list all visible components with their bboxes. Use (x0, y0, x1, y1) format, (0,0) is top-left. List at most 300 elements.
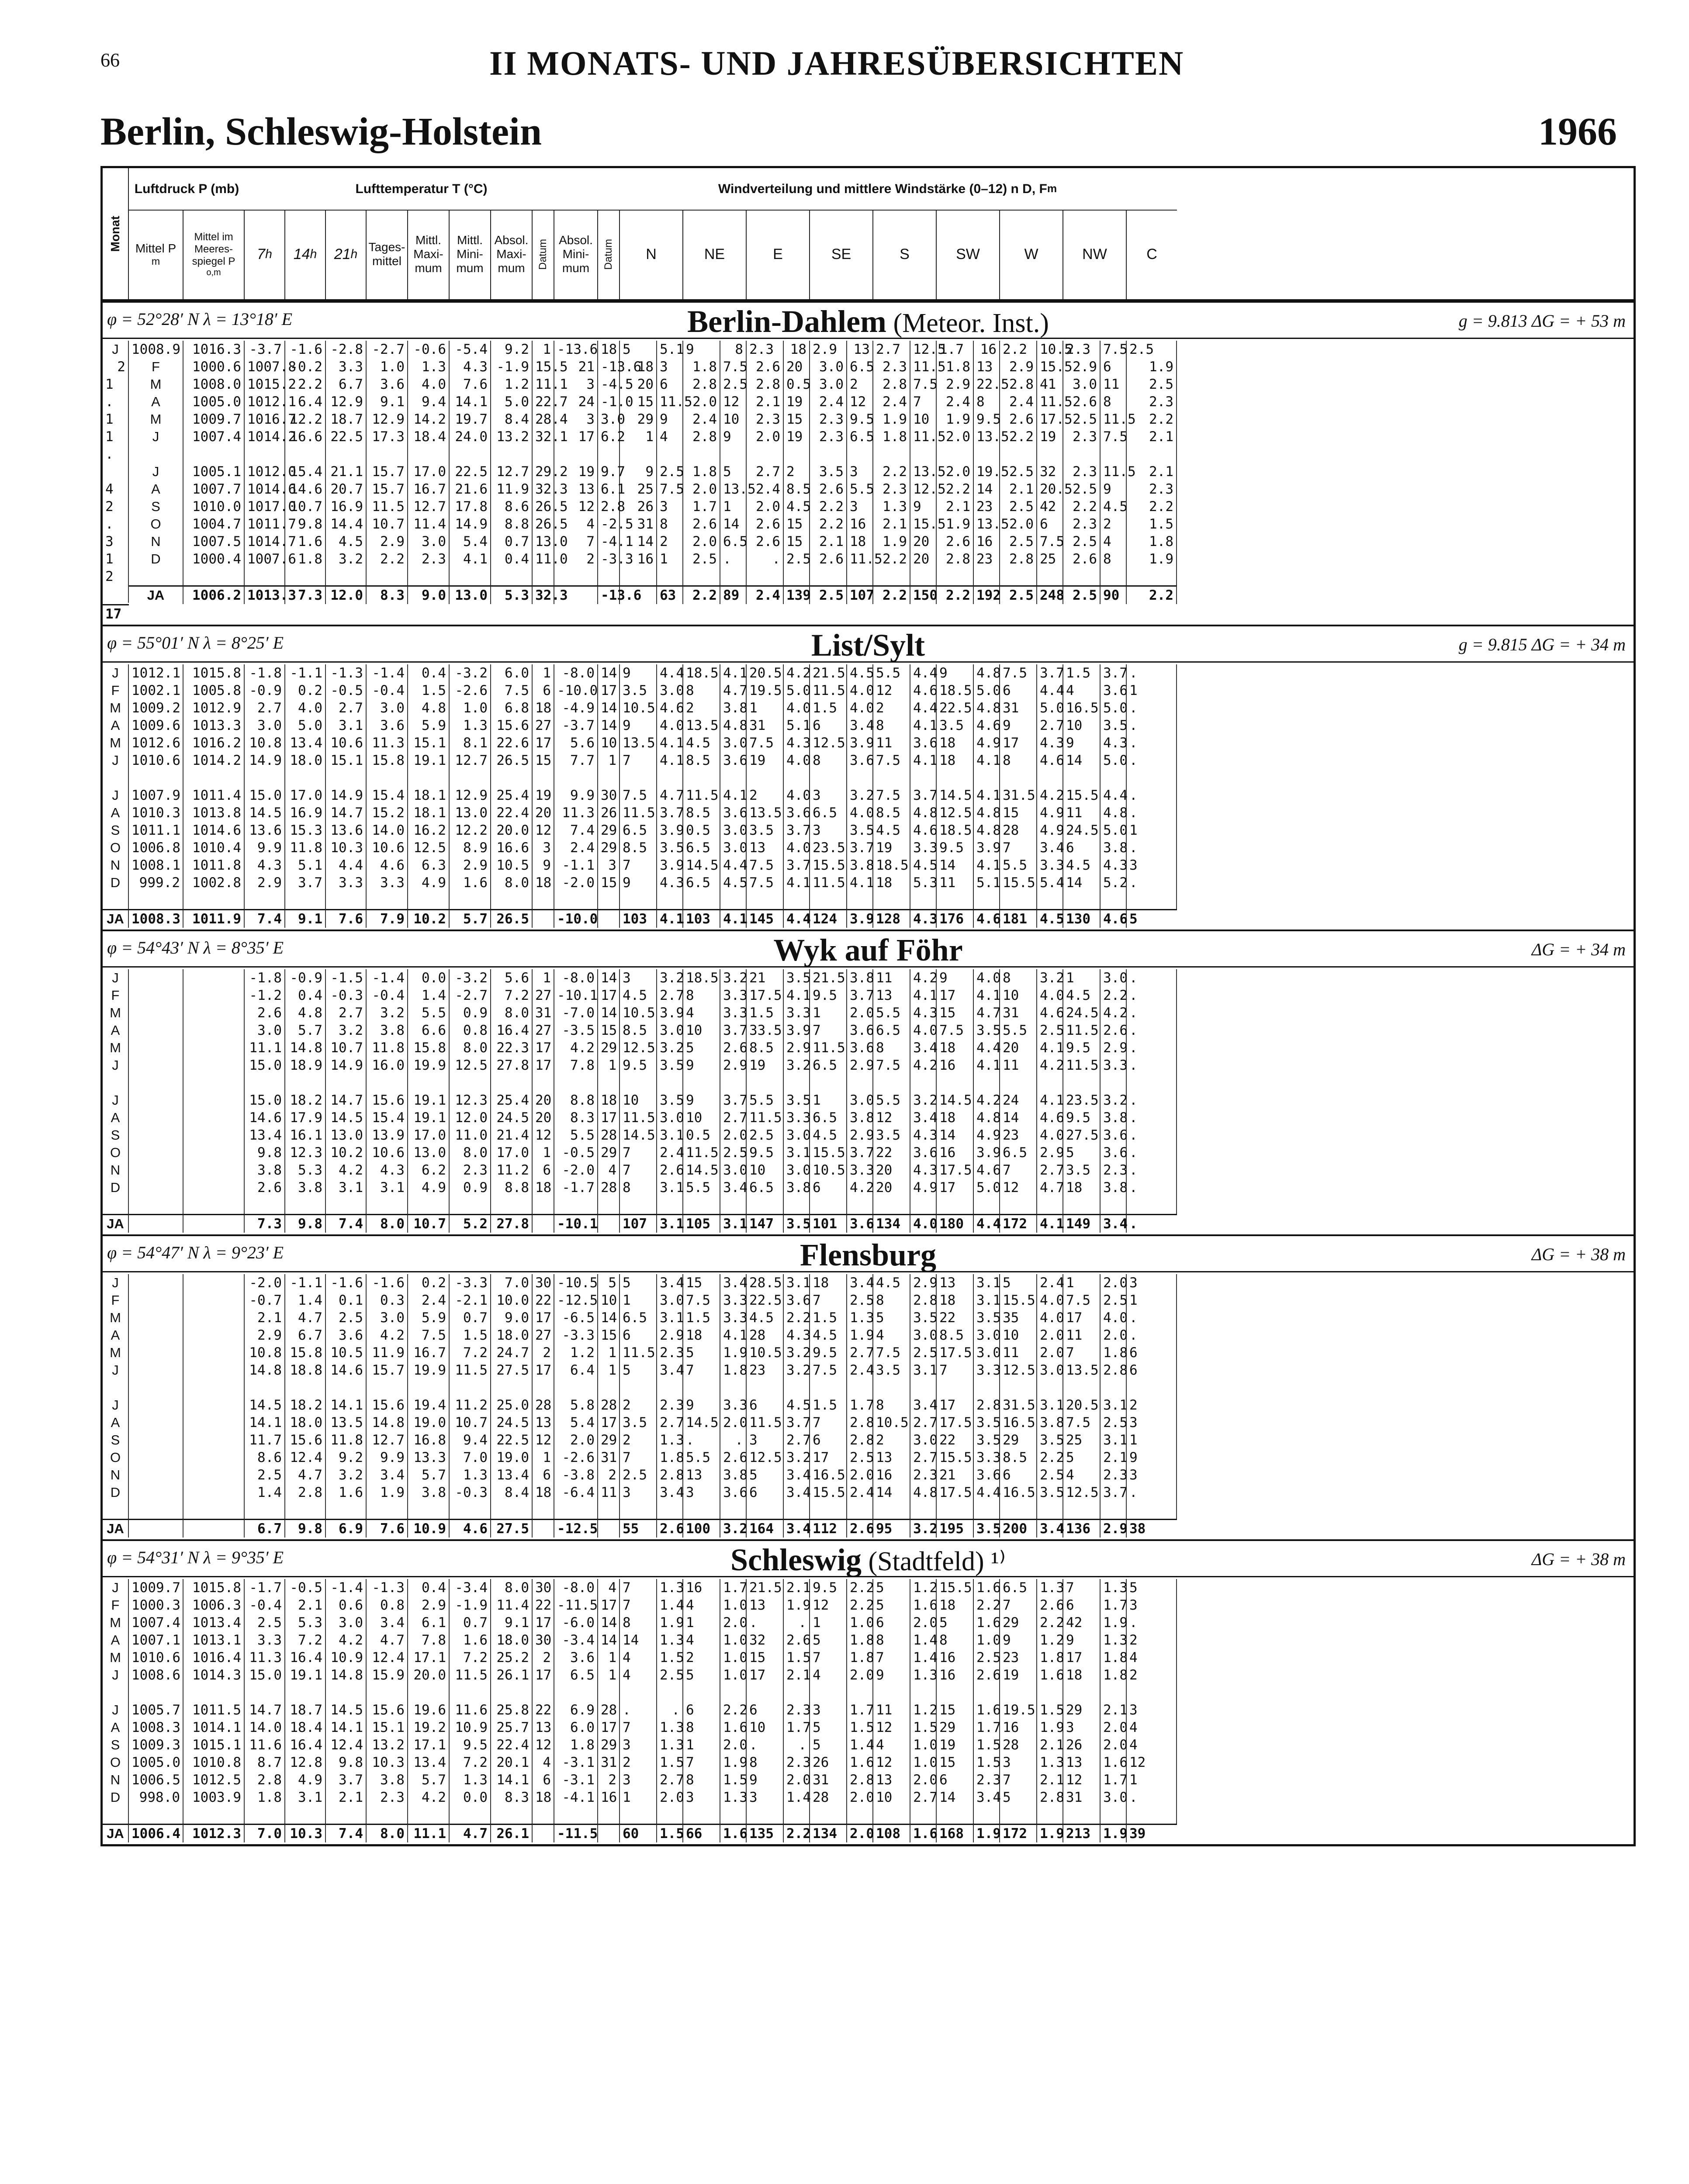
table-cell: 2.2 (847, 1579, 873, 1597)
table-cell: 20 (784, 358, 810, 376)
table-cell: 5 (1063, 1144, 1101, 1161)
spacer (1000, 1379, 1037, 1396)
table-cell: 8 (683, 1771, 720, 1789)
table-cell: 2.1 (747, 393, 784, 411)
table-cell: -2.0 (245, 1274, 285, 1292)
spacer (1037, 1684, 1063, 1701)
table-cell: 4.2 (974, 1092, 1000, 1109)
spacer (533, 446, 554, 463)
table-cell: 0.7 (450, 1309, 491, 1327)
table-cell: 3.7 (847, 1144, 873, 1161)
table-cell: 3.3 (1037, 857, 1063, 874)
table-cell: 19.5 (1000, 1701, 1037, 1719)
row-label-month: A (103, 1327, 129, 1344)
table-cell: 13.6 (326, 822, 367, 839)
station-header (103, 1539, 1634, 1577)
table-cell: 1.5 (847, 1719, 873, 1736)
spacer (683, 1501, 720, 1519)
table-cell: 12 (533, 822, 554, 839)
table-cell: 1.8 (937, 358, 974, 376)
spacer (784, 1379, 810, 1396)
spacer (720, 1684, 747, 1701)
table-cell: 4.5 (720, 874, 747, 892)
table-cell: 19.0 (491, 1449, 533, 1466)
spacer (491, 769, 533, 787)
spacer (847, 446, 873, 463)
table-cell: 2.6 (1000, 411, 1037, 428)
table-cell: 11.4 (408, 515, 450, 533)
table-cell: 2.3 (910, 1466, 937, 1484)
table-cell: 2.3 (657, 1396, 683, 1414)
table-cell: 2.3 (1127, 393, 1177, 411)
table-cell: 18.5 (683, 969, 720, 987)
table-cell: 8.5 (873, 804, 910, 822)
table-cell: 32.1 (533, 428, 554, 446)
spacer (810, 1684, 847, 1701)
row-label-month: J (129, 463, 183, 480)
table-cell: -1.0 (598, 393, 620, 411)
spacer (1063, 769, 1101, 787)
table-cell: 2.3 (974, 1771, 1000, 1789)
table-cell: 8.0 (491, 1579, 533, 1597)
table-cell: 25.8 (491, 1701, 533, 1719)
table-cell: 16.5 (1063, 699, 1101, 717)
table-cell: -10.0 (554, 682, 598, 699)
table-cell: -8.0 (554, 664, 598, 682)
table-cell: 24.5 (491, 1109, 533, 1127)
spacer (491, 1501, 533, 1519)
table-cell: 6.7 (285, 1327, 326, 1344)
table-cell: 1.9 (1101, 1824, 1127, 1842)
table-cell: 1.4 (847, 1736, 873, 1754)
table-cell: 1.9 (1127, 550, 1177, 568)
table-cell: 4.9 (1037, 822, 1063, 839)
table-cell (598, 1214, 620, 1233)
table-cell: 5.2 (1101, 874, 1127, 892)
table-cell: 1 (1127, 1771, 1177, 1789)
table-cell: 2.5 (245, 1466, 285, 1484)
table-cell: 7.5 (620, 787, 657, 804)
table-cell (129, 1484, 183, 1501)
table-cell: 12 (1000, 1179, 1037, 1196)
table-cell: 9 (683, 1092, 720, 1109)
table-cell: 4.5 (620, 987, 657, 1004)
table-cell: 3.0 (1063, 376, 1101, 393)
table-cell: 1.3 (1037, 1579, 1063, 1597)
table-cell (183, 1214, 245, 1233)
spacer (873, 1074, 910, 1092)
table-cell: 3 (620, 1484, 657, 1501)
table-cell: 17 (937, 1179, 974, 1196)
table-cell: 2.0 (683, 393, 720, 411)
table-cell: 18 (937, 1109, 974, 1127)
table-cell: 23 (747, 1362, 784, 1379)
table-cell: 18 (937, 734, 974, 752)
table-cell (183, 1414, 245, 1431)
table-cell: 3.1 (367, 1179, 408, 1196)
table-cell: 4.5 (873, 822, 910, 839)
table-cell: 1.5 (683, 1309, 720, 1327)
table-cell: 248 (1037, 585, 1063, 604)
table-cell: 6.7 (326, 376, 367, 393)
table-cell: 18 (533, 1179, 554, 1196)
table-cell: -3.3 (598, 550, 620, 568)
table-cell: 1012.5 (183, 1771, 245, 1789)
table-cell: 7.7 (554, 752, 598, 769)
table-cell: -13.6 (554, 341, 598, 358)
table-cell: 8.7 (245, 1754, 285, 1771)
table-cell: 1 (810, 1004, 847, 1022)
table-cell: 9 (620, 463, 657, 480)
header-absmin-label: Absol. Mini-mum (559, 233, 593, 275)
table-cell: 3.0 (245, 1022, 285, 1039)
spacer (450, 1074, 491, 1092)
table-cell: 23 (974, 498, 1000, 515)
table-cell: 11.5 (620, 804, 657, 822)
table-cell: 2.5 (847, 1449, 873, 1466)
table-cell: 9 (620, 874, 657, 892)
table-cell: 4.5 (1063, 857, 1101, 874)
table-cell: 1 (657, 550, 683, 568)
table-cell: 2.6 (784, 1631, 810, 1649)
table-cell: 2.7 (326, 699, 367, 717)
table-cell: 7 (683, 1754, 720, 1771)
table-cell: . (1127, 1309, 1177, 1327)
table-cell: 12.7 (408, 498, 450, 515)
table-cell (129, 1004, 183, 1022)
table-cell: 1012.1 (129, 664, 183, 682)
table-cell: 11.0 (533, 550, 554, 568)
table-cell: 4.4 (326, 857, 367, 874)
table-cell: 9.2 (326, 1449, 367, 1466)
table-cell: 1.8 (683, 463, 720, 480)
table-cell: 1.5 (720, 1771, 747, 1789)
table-cell: 23 (1000, 1127, 1037, 1144)
table-cell: 1.9 (847, 1327, 873, 1344)
table-cell: -1.8 (245, 664, 285, 682)
table-cell: 32 (1037, 463, 1063, 480)
table-cell: 7.3 (245, 1214, 285, 1233)
table-cell: -2.1 (450, 1292, 491, 1309)
table-cell: 22.5 (491, 1431, 533, 1449)
table-cell: 3.5 (810, 463, 847, 480)
table-cell: 3.6 (910, 734, 937, 752)
table-cell: 11.6 (245, 1736, 285, 1754)
station-name-wrap (103, 1237, 1634, 1273)
table-cell: 20.7 (326, 480, 367, 498)
table-cell (183, 1362, 245, 1379)
table-cell (129, 1092, 183, 1109)
table-cell: 3.3 (784, 1004, 810, 1022)
table-cell: 13.5 (910, 463, 937, 480)
spacer (620, 1074, 657, 1092)
table-cell: 3.7 (720, 1022, 747, 1039)
spacer (367, 769, 408, 787)
climate-table (100, 166, 1636, 1846)
table-cell: 8 (873, 1292, 910, 1309)
table-cell: 3.4 (784, 1519, 810, 1538)
table-cell: 2.6 (657, 1161, 683, 1179)
table-cell: 17 (533, 1039, 554, 1057)
table-cell: 1009.2 (129, 699, 183, 717)
table-cell: 17 (937, 1396, 974, 1414)
table-cell: 29 (1063, 1701, 1101, 1719)
spacer (784, 446, 810, 463)
table-cell: 15.2 (367, 804, 408, 822)
table-cell: 4 (598, 1579, 620, 1597)
table-cell: 31 (620, 515, 657, 533)
table-cell: 14.0 (367, 822, 408, 839)
table-cell (620, 585, 657, 604)
table-cell: 10 (683, 1022, 720, 1039)
table-cell: 3 (620, 1771, 657, 1789)
table-cell: 2.8 (598, 498, 620, 515)
spacer (103, 1196, 129, 1214)
table-cell: 3.8 (720, 699, 747, 717)
table-cell: 2.3 (657, 1344, 683, 1362)
table-cell: 19.9 (408, 1057, 450, 1074)
table-cell: 16.7 (408, 480, 450, 498)
table-cell: 3.0 (1101, 1789, 1127, 1806)
table-cell: 8.6 (245, 1449, 285, 1466)
table-cell: 5.0 (1101, 699, 1127, 717)
table-cell: 6 (747, 1484, 784, 1501)
table-cell: 4.3 (910, 909, 937, 928)
table-cell: 16.8 (408, 1431, 450, 1449)
table-cell: 1000.4 (183, 550, 245, 568)
table-cell (129, 1466, 183, 1484)
table-cell: 5 (1063, 1449, 1101, 1466)
table-cell: 5.1 (974, 874, 1000, 892)
table-cell: 22.7 (533, 393, 554, 411)
spacer (620, 1379, 657, 1396)
table-cell: 1.8 (1101, 1649, 1127, 1666)
spacer (491, 1379, 533, 1396)
table-cell: 2.2 (810, 515, 847, 533)
table-cell: 9 (747, 1771, 784, 1789)
table-cell: 2.7 (326, 1004, 367, 1022)
table-cell: 1.4 (784, 1789, 810, 1806)
table-cell: 8 (873, 717, 910, 734)
table-cell: 3.5 (974, 1519, 1000, 1538)
table-cell: 12.5 (810, 734, 847, 752)
table-cell: 2 (1101, 515, 1127, 533)
table-cell: 1.9 (657, 1614, 683, 1631)
table-cell: 4 (1127, 1719, 1177, 1736)
spacer (598, 1196, 620, 1214)
table-cell: 1.8 (554, 1736, 598, 1754)
table-cell: 4.0 (784, 787, 810, 804)
table-cell: 7 (683, 1362, 720, 1379)
table-cell: 15.5 (937, 1579, 974, 1597)
table-cell: 3.3 (910, 839, 937, 857)
spacer (491, 446, 533, 463)
table-cell: 2.5 (810, 585, 847, 604)
table-cell: 3 (1127, 1466, 1177, 1484)
table-cell: 21.6 (450, 480, 491, 498)
spacer (450, 892, 491, 909)
table-cell: 17 (533, 734, 554, 752)
table-cell: 11.5 (620, 1109, 657, 1127)
table-cell: 1.8 (847, 1631, 873, 1649)
table-cell: 4 (683, 1004, 720, 1022)
table-cell: 4.5 (683, 734, 720, 752)
table-cell: 29 (1000, 1614, 1037, 1631)
table-cell: 5.5 (683, 1179, 720, 1196)
table-cell: 10.0 (491, 1292, 533, 1309)
table-cell: 10 (747, 1719, 784, 1736)
table-cell: 12.4 (326, 1736, 367, 1754)
table-cell (129, 1519, 183, 1538)
table-cell: 26.5 (533, 515, 554, 533)
table-cell: 5.4 (1037, 874, 1063, 892)
table-cell: 15.0 (245, 787, 285, 804)
table-cell: 5.5 (1000, 857, 1037, 874)
spacer (847, 1684, 873, 1701)
table-cell: 11.2 (491, 1161, 533, 1179)
table-cell: 17.5 (937, 1344, 974, 1362)
table-cell: 4.9 (974, 1127, 1000, 1144)
table-cell: 20 (873, 1161, 910, 1179)
table-cell: 60 (620, 1824, 657, 1842)
table-cell: 17.8 (450, 498, 491, 515)
table-cell: -0.2 (285, 358, 326, 376)
table-cell: 9.8 (245, 1144, 285, 1161)
table-cell: 1.7 (974, 1719, 1000, 1736)
spacer (720, 769, 747, 787)
table-cell: 136 (1063, 1519, 1101, 1538)
table-cell: 12.2 (450, 822, 491, 839)
spacer (533, 1806, 554, 1824)
table-cell: 1006.2 (183, 585, 245, 604)
table-cell: 24.0 (450, 428, 491, 446)
spacer (1063, 1074, 1101, 1092)
table-cell: 7.0 (245, 1824, 285, 1842)
table-cell: 13.6 (245, 822, 285, 839)
spacer (910, 1806, 937, 1824)
station-rows (103, 1272, 1634, 1539)
table-cell: 24.5 (1063, 1004, 1101, 1022)
table-cell: 3 (657, 498, 683, 515)
table-cell: -2.0 (554, 1161, 598, 1179)
table-cell: 6 (1063, 839, 1101, 857)
table-cell: 16.9 (326, 498, 367, 515)
table-cell: 181 (1000, 909, 1037, 928)
table-cell: 2.0 (1101, 1736, 1127, 1754)
table-cell: 16 (620, 550, 657, 568)
table-cell: 2.6 (657, 1519, 683, 1538)
table-cell: 1.9 (974, 1824, 1000, 1842)
spacer (784, 1501, 810, 1519)
table-cell: 6 (810, 1179, 847, 1196)
spacer (620, 769, 657, 787)
table-cell: 17 (533, 1309, 554, 1327)
spacer (103, 585, 129, 603)
table-cell: 5.0 (1101, 822, 1127, 839)
row-label-month: A (103, 717, 129, 734)
table-cell: 3.5 (873, 1127, 910, 1144)
table-cell: 5 (873, 1597, 910, 1614)
spacer (450, 1196, 491, 1214)
table-cell: 19.1 (408, 752, 450, 769)
table-cell (129, 1057, 183, 1074)
table-cell: 1.3 (657, 1736, 683, 1754)
spacer (657, 1806, 683, 1824)
table-cell: 15.0 (245, 1057, 285, 1074)
table-cell: 9.8 (326, 1754, 367, 1771)
table-cell: 2.4 (747, 585, 784, 604)
table-cell: 103 (620, 909, 657, 928)
table-cell: 13 (1063, 1754, 1101, 1771)
spacer (784, 1074, 810, 1092)
table-cell: 29 (598, 1039, 620, 1057)
table-cell: 4.8 (408, 699, 450, 717)
table-cell: 20.0 (408, 1666, 450, 1684)
table-cell: 7.5 (1063, 1414, 1101, 1431)
table-cell: 6 (1101, 358, 1127, 376)
table-cell: 3.4 (847, 717, 873, 734)
table-cell: 5.9 (408, 1309, 450, 1327)
table-cell: 2.5 (720, 376, 747, 393)
spacer (326, 1684, 367, 1701)
spacer (367, 1684, 408, 1701)
table-cell: 2.0 (784, 1771, 810, 1789)
spacer (974, 446, 1000, 463)
table-cell: . (1127, 1327, 1177, 1344)
table-cell: 11.4 (491, 1597, 533, 1614)
table-cell: 6 (533, 1161, 554, 1179)
table-cell: 11.9 (367, 1344, 408, 1362)
table-cell: 16.7 (408, 1344, 450, 1362)
spacer (533, 1074, 554, 1092)
spacer (129, 769, 183, 787)
table-cell: 3.8 (1101, 1179, 1127, 1196)
table-cell: 10 (1000, 1327, 1037, 1344)
table-cell: 2.1 (326, 1789, 367, 1806)
table-cell: 13.2 (491, 428, 533, 446)
table-cell: 1 (810, 1092, 847, 1109)
table-cell (598, 909, 620, 928)
table-cell: 14 (598, 664, 620, 682)
table-cell: 15 (784, 515, 810, 533)
table-cell: 5 (1127, 1579, 1177, 1597)
table-cell: . (1127, 664, 1177, 682)
table-cell: 9 (657, 411, 683, 428)
table-cell: 18.0 (491, 1327, 533, 1344)
table-cell: 18 (937, 1292, 974, 1309)
table-cell: 12.0 (326, 585, 367, 604)
table-cell: 20.5 (1037, 480, 1063, 498)
spacer (1000, 1196, 1037, 1214)
spacer (937, 1684, 974, 1701)
spacer (784, 892, 810, 909)
table-cell: 5.0 (285, 717, 326, 734)
table-cell: 7.4 (326, 1214, 367, 1233)
table-cell: 8.3 (554, 1109, 598, 1127)
spacer (285, 1379, 326, 1396)
table-cell: 2.2 (683, 585, 720, 604)
table-cell: 3 (1127, 857, 1177, 874)
table-cell: 22 (533, 1597, 554, 1614)
table-cell: 2.6 (847, 1519, 873, 1538)
table-cell: 1.6 (450, 874, 491, 892)
table-cell: 2.2 (367, 550, 408, 568)
table-cell: 12.4 (367, 1649, 408, 1666)
table-cell: 20 (873, 1179, 910, 1196)
table-cell: 11.5 (367, 498, 408, 515)
table-cell: 3.3 (720, 1292, 747, 1309)
table-cell: 31 (598, 1449, 620, 1466)
